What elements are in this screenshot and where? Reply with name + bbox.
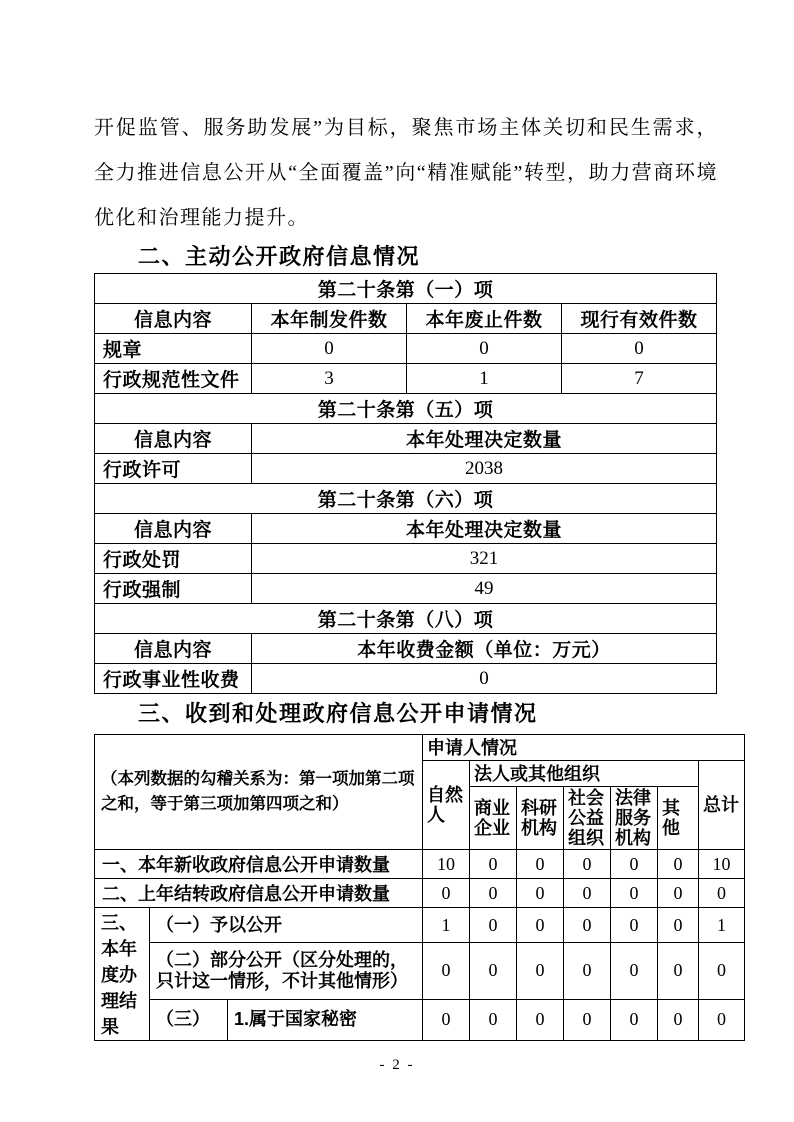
column-header: 信息内容 [95, 424, 252, 454]
table-row [95, 943, 745, 999]
cell-value: 0 [423, 879, 470, 908]
cell-value: 10 [699, 850, 745, 879]
column-header-total: 总计 [699, 761, 745, 850]
intro-paragraph: 开促监管、服务助发展”为目标，聚焦市场主体关切和民生需求，全力推进信息公开从“全面覆盖”向“精准赋能”转型，助力营商环境优化和治理能力提升。 [94, 117, 718, 229]
sub-row-sublabel: 1.属于国家秘密 [228, 999, 423, 1040]
statute-section-title: 第二十条第（一）项 [95, 274, 717, 304]
cell-value: 0 [252, 334, 407, 364]
cell-value: 0 [658, 943, 699, 999]
row-group-label: 三、本年度办理结果 [95, 908, 150, 1041]
cell-value: 0 [470, 943, 517, 999]
cell-value: 0 [699, 943, 745, 999]
cell-value: 0 [517, 999, 564, 1040]
column-header: 其他 [658, 787, 699, 850]
column-header: 社会公益组织 [564, 787, 611, 850]
cell-value: 0 [658, 879, 699, 908]
row-label: 行政强制 [95, 574, 252, 604]
column-header: 信息内容 [95, 634, 252, 664]
column-header: 信息内容 [95, 304, 252, 334]
statute-disclosure-table [94, 273, 717, 694]
cell-value: 0 [699, 999, 745, 1040]
cell-value: 49 [252, 574, 717, 604]
cell-value: 0 [470, 999, 517, 1040]
column-header: 信息内容 [95, 514, 252, 544]
cell-value: 3 [252, 364, 407, 394]
table-row [95, 999, 745, 1040]
cell-value: 0 [564, 850, 611, 879]
cell-value: 1 [407, 364, 562, 394]
statute-section-title: 第二十条第（五）项 [95, 394, 717, 424]
cell-value: 0 [470, 879, 517, 908]
cell-value: 1 [699, 908, 745, 943]
cell-value: 0 [699, 879, 745, 908]
table-row [95, 364, 717, 394]
column-header: 本年废止件数 [407, 304, 562, 334]
cell-value: 0 [564, 999, 611, 1040]
statute-section-title: 第二十条第（八）项 [95, 604, 717, 634]
applicants-group-header: 申请人情况 [423, 735, 745, 761]
cell-value: 0 [423, 943, 470, 999]
table-row [95, 574, 717, 604]
table-note: （本列数据的勾稽关系为：第一项加第二项之和，等于第三项加第四项之和） [95, 735, 423, 850]
table-row [95, 879, 745, 908]
cell-value: 7 [562, 364, 717, 394]
sub-row-label: （一）予以公开 [150, 908, 423, 943]
cell-value: 0 [611, 999, 658, 1040]
cell-value: 0 [517, 943, 564, 999]
cell-value: 0 [564, 943, 611, 999]
column-header: 本年处理决定数量 [252, 514, 717, 544]
column-header: 法律服务机构 [611, 787, 658, 850]
row-label: 行政处罚 [95, 544, 252, 574]
cell-value: 0 [470, 908, 517, 943]
section2-heading: 二、主动公开政府信息情况 [138, 244, 421, 269]
column-header: 商业企业 [470, 787, 517, 850]
cell-value: 0 [658, 850, 699, 879]
column-header: 本年收费金额（单位：万元） [252, 634, 717, 664]
column-header: 本年制发件数 [252, 304, 407, 334]
cell-value: 10 [423, 850, 470, 879]
cell-value: 0 [517, 879, 564, 908]
applications-table [94, 734, 745, 1041]
cell-value: 0 [658, 999, 699, 1040]
section3-heading: 三、收到和处理政府信息公开申请情况 [138, 701, 538, 726]
column-header: 科研机构 [517, 787, 564, 850]
column-header-natural-person: 自然人 [423, 761, 470, 850]
cell-value: 0 [564, 908, 611, 943]
cell-value: 0 [611, 850, 658, 879]
statute-section-title: 第二十条第（六）项 [95, 484, 717, 514]
table-row [95, 908, 745, 943]
row-label: 二、上年结转政府信息公开申请数量 [95, 879, 423, 908]
table-row [95, 664, 717, 694]
sub-row-label: （二）部分公开（区分处理的，只计这一情形，不计其他情形） [150, 943, 423, 999]
table-row [95, 454, 717, 484]
table-row [95, 544, 717, 574]
row-label: 行政许可 [95, 454, 252, 484]
cell-value: 0 [470, 850, 517, 879]
cell-value: 0 [658, 908, 699, 943]
table-row [95, 334, 717, 364]
table-row [95, 850, 745, 879]
cell-value: 0 [423, 999, 470, 1040]
cell-value: 2038 [252, 454, 717, 484]
column-header: 本年处理决定数量 [252, 424, 717, 454]
cell-value: 0 [611, 879, 658, 908]
cell-value: 0 [611, 908, 658, 943]
sub-row-label: （三） [150, 999, 228, 1040]
cell-value: 0 [407, 334, 562, 364]
cell-value: 0 [517, 850, 564, 879]
page-number: - 2 - [379, 1057, 415, 1073]
cell-value: 0 [252, 664, 717, 694]
row-label: 行政事业性收费 [95, 664, 252, 694]
row-label: 行政规范性文件 [95, 364, 252, 394]
cell-value: 0 [562, 334, 717, 364]
cell-value: 0 [564, 879, 611, 908]
row-label: 一、本年新收政府信息公开申请数量 [95, 850, 423, 879]
cell-value: 321 [252, 544, 717, 574]
column-header-legal-entities: 法人或其他组织 [470, 761, 699, 787]
cell-value: 1 [423, 908, 470, 943]
cell-value: 0 [611, 943, 658, 999]
column-header: 现行有效件数 [562, 304, 717, 334]
cell-value: 0 [517, 908, 564, 943]
row-label: 规章 [95, 334, 252, 364]
